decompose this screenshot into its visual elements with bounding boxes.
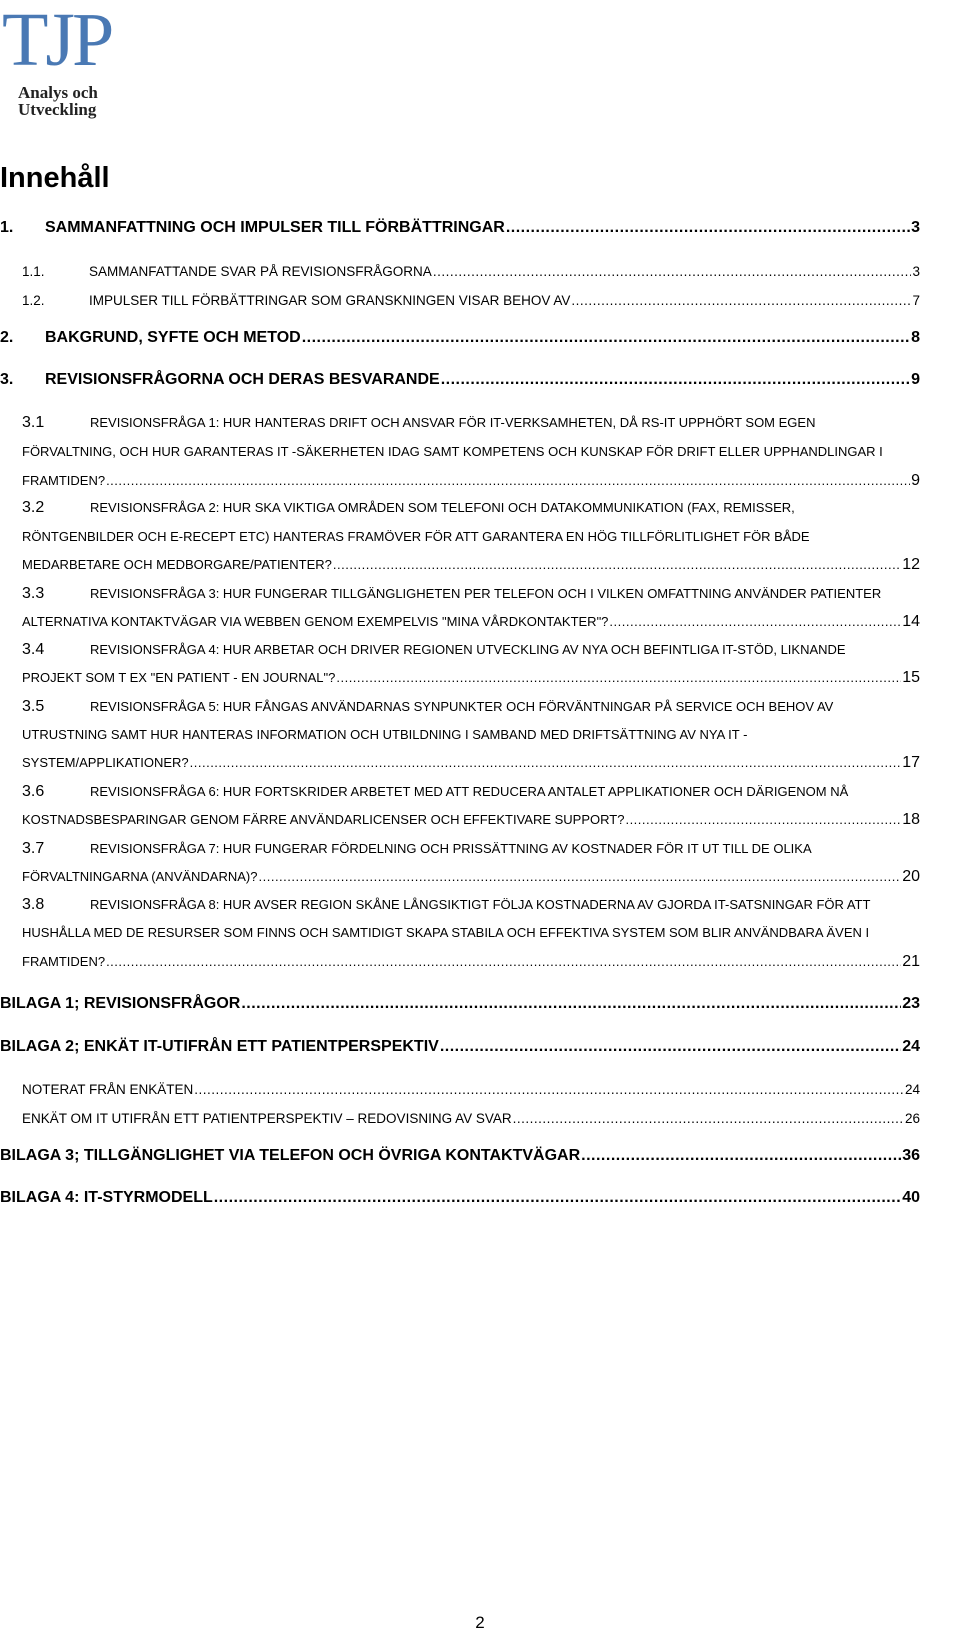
toc-entry-page: 3 <box>911 219 920 236</box>
toc-entry-title-line: REVISIONSFRÅGA 5: HUR FÅNGAS ANVÄNDARNAS SYNPUNKTER OCH FÖRVÄNTNINGAR PÅ SERVICE OCH BEHOV AV <box>90 699 834 714</box>
toc-entry-title-line: HUSHÅLLA MED DE RESURSER SOM FINNS OCH SAMTIDIGT SKAPA STABILA OCH EFFEKTIVA SYSTEM SOM BLIR ANVÄNDBARA ÄVEN I <box>22 925 870 940</box>
dot-leader <box>440 1035 901 1059</box>
dot-leader <box>609 610 901 634</box>
toc-entry-page: 17 <box>902 754 920 771</box>
toc-entry-title-line: KOSTNADSBESPARINGAR GENOM FÄRRE ANVÄNDARLICENSER OCH EFFEKTIVARE SUPPORT? <box>22 812 625 827</box>
toc-entry-title: NOTERAT FRÅN ENKÄTEN <box>22 1082 194 1097</box>
dot-leader <box>106 950 901 974</box>
toc-entry-title-line: REVISIONSFRÅGA 1: HUR HANTERAS DRIFT OCH ANSVAR FÖR IT-VERKSAMHETEN, DÅ RS-IT UPPHÖRT SOM EGEN <box>90 415 816 430</box>
toc-entry-title-line: FRAMTIDEN? <box>22 954 106 969</box>
dot-leader <box>625 808 901 832</box>
logo-tagline-line1: Analys och <box>18 83 98 102</box>
dot-leader <box>214 1186 901 1210</box>
toc-entry-number: 1. <box>0 219 14 236</box>
toc-entry-page: 18 <box>902 811 920 828</box>
toc-entry-page: 7 <box>912 293 920 308</box>
toc-entry-page: 9 <box>911 472 920 489</box>
toc-entry-page: 8 <box>911 329 920 346</box>
toc-entry-title: SAMMANFATTANDE SVAR PÅ REVISIONSFRÅGORNA <box>89 264 432 279</box>
toc-entry-number: 3.4 <box>22 641 45 658</box>
dot-leader <box>241 992 901 1016</box>
toc-entry-title-line: ALTERNATIVA KONTAKTVÄGAR VIA WEBBEN GENOM EXEMPELVIS "MINA VÅRDKONTAKTER"? <box>22 614 609 629</box>
toc-entry-title-line: RÖNTGENBILDER OCH E-RECEPT ETC) HANTERAS FRAMÖVER FÖR ATT GARANTERA EN HÖG TILLFÖRLITLIGHET FÖR BÅDE <box>22 529 810 544</box>
toc-entry-page: 12 <box>902 556 920 573</box>
dot-leader <box>513 1107 904 1131</box>
toc-entry-number: 1.1. <box>22 264 45 279</box>
dot-leader <box>336 666 901 690</box>
dot-leader <box>333 553 901 577</box>
logo-wordmark: TJP <box>2 0 112 82</box>
toc-entry-title: BAKGRUND, SYFTE OCH METOD <box>45 329 301 346</box>
toc-entry-page: 40 <box>902 1189 920 1206</box>
toc-entry-number: 3.2 <box>22 499 45 516</box>
toc-entry-number: 2. <box>0 329 14 346</box>
logo-tagline <box>18 84 138 118</box>
toc-entry-page: 26 <box>904 1111 920 1126</box>
dot-leader <box>259 865 902 889</box>
toc-entry-page: 20 <box>902 868 920 885</box>
toc-entry-title: BILAGA 1; REVISIONSFRÅGOR <box>0 995 241 1012</box>
toc-entry-page: 3 <box>912 264 920 279</box>
toc-entry-title: REVISIONSFRÅGORNA OCH DERAS BESVARANDE <box>45 371 440 388</box>
toc-entry-page: 15 <box>902 669 920 686</box>
dot-leader <box>441 368 910 392</box>
toc-entry-number: 3.6 <box>22 783 45 800</box>
toc-entry-number: 3.3 <box>22 585 45 602</box>
toc-entry-number: 3.8 <box>22 896 45 913</box>
toc-entry-title: BILAGA 4: IT-STYRMODELL <box>0 1189 213 1206</box>
toc-entry-title: SAMMANFATTNING OCH IMPULSER TILL FÖRBÄTTRINGAR <box>45 219 505 236</box>
toc-entry-page: 21 <box>902 953 920 970</box>
toc-entry-title: BILAGA 3; TILLGÄNGLIGHET VIA TELEFON OCH ÖVRIGA KONTAKTVÄGAR <box>0 1147 581 1164</box>
toc-title: Innehåll <box>0 162 110 194</box>
toc-entry-title-line: UTRUSTNING SAMT HUR HANTERAS INFORMATION OCH UTBILDNING I SAMBAND MED DRIFTSÄTTNING AV NYA IT - <box>22 727 748 742</box>
tjp-logo <box>2 0 132 119</box>
toc-entry-title-line: FÖRVALTNINGARNA (ANVÄNDARNA)? <box>22 869 258 884</box>
dot-leader <box>194 1078 904 1102</box>
toc-entry-page: 36 <box>902 1147 920 1164</box>
toc-entry-page: 24 <box>904 1082 920 1097</box>
toc-entry-title-line: MEDARBETARE OCH MEDBORGARE/PATIENTER? <box>22 557 332 572</box>
toc-entry-title: ENKÄT OM IT UTIFRÅN ETT PATIENTPERSPEKTIV – REDOVISNING AV SVAR <box>22 1111 512 1126</box>
toc-entry-number: 1.2. <box>22 293 45 308</box>
toc-entry-number: 3.1 <box>22 414 45 431</box>
toc-entry-page: 24 <box>902 1038 920 1055</box>
page-number: 2 <box>475 1613 485 1632</box>
dot-leader <box>581 1144 901 1168</box>
toc-entry-page: 9 <box>911 371 920 388</box>
dot-leader <box>302 326 910 350</box>
toc-entry-page: 14 <box>902 613 920 630</box>
dot-leader <box>571 289 911 313</box>
logo-tagline-line2: Utveckling <box>18 100 97 119</box>
toc-entry-title-line: FÖRVALTNING, OCH HUR GARANTERAS IT -SÄKERHETEN IDAG SAMT KOMPETENS OCH KUNSKAP FÖR DRIFT ELLER UPPHANDLINGAR I <box>22 444 883 459</box>
toc-entry-number: 3.7 <box>22 840 45 857</box>
toc-entry-title-line: PROJEKT SOM T EX "EN PATIENT - EN JOURNAL"? <box>22 670 336 685</box>
dot-leader <box>190 751 902 775</box>
toc-entry-title: BILAGA 2; ENKÄT IT-UTIFRÅN ETT PATIENTPERSPEKTIV <box>0 1038 439 1055</box>
toc-entry-title-line: REVISIONSFRÅGA 3: HUR FUNGERAR TILLGÄNGLIGHETEN PER TELEFON OCH I VILKEN OMFATTNING ANVÄNDER PATIENTER <box>90 586 882 601</box>
toc-entry-title-line: REVISIONSFRÅGA 8: HUR AVSER REGION SKÅNE LÅNGSIKTIGT FÖLJA KOSTNADERNA AV GJORDA IT-SATSNINGAR FÖR ATT <box>90 897 871 912</box>
toc-entry-title-line: REVISIONSFRÅGA 4: HUR ARBETAR OCH DRIVER REGIONEN UTVECKLING AV NYA OCH BEFINTLIGA IT-STÖD, LIKNANDE <box>90 642 846 657</box>
toc-entry-number: 3. <box>0 371 14 388</box>
toc-entry-page: 23 <box>902 995 920 1012</box>
toc-entry-title-line: REVISIONSFRÅGA 7: HUR FUNGERAR FÖRDELNING OCH PRISSÄTTNING AV KOSTNADER FÖR IT UT TILL DE OLIKA <box>90 841 812 856</box>
toc-entry-title-line: REVISIONSFRÅGA 6: HUR FORTSKRIDER ARBETET MED ATT REDUCERA ANTALET APPLIKATIONER OCH DÄRIGENOM NÅ <box>90 784 849 799</box>
toc-entry-number: 3.5 <box>22 698 45 715</box>
toc-entry-title-line: SYSTEM/APPLIKATIONER? <box>22 755 189 770</box>
toc-entry-title-line: FRAMTIDEN? <box>22 473 106 488</box>
dot-leader <box>106 469 910 493</box>
dot-leader <box>433 260 912 284</box>
dot-leader <box>506 216 910 240</box>
toc-entry-title-line: REVISIONSFRÅGA 2: HUR SKA VIKTIGA OMRÅDEN SOM TELEFONI OCH DATAKOMMUNIKATION (FAX, REMISSER, <box>90 500 795 515</box>
toc-entry-title: IMPULSER TILL FÖRBÄTTRINGAR SOM GRANSKNINGEN VISAR BEHOV AV <box>89 293 571 308</box>
